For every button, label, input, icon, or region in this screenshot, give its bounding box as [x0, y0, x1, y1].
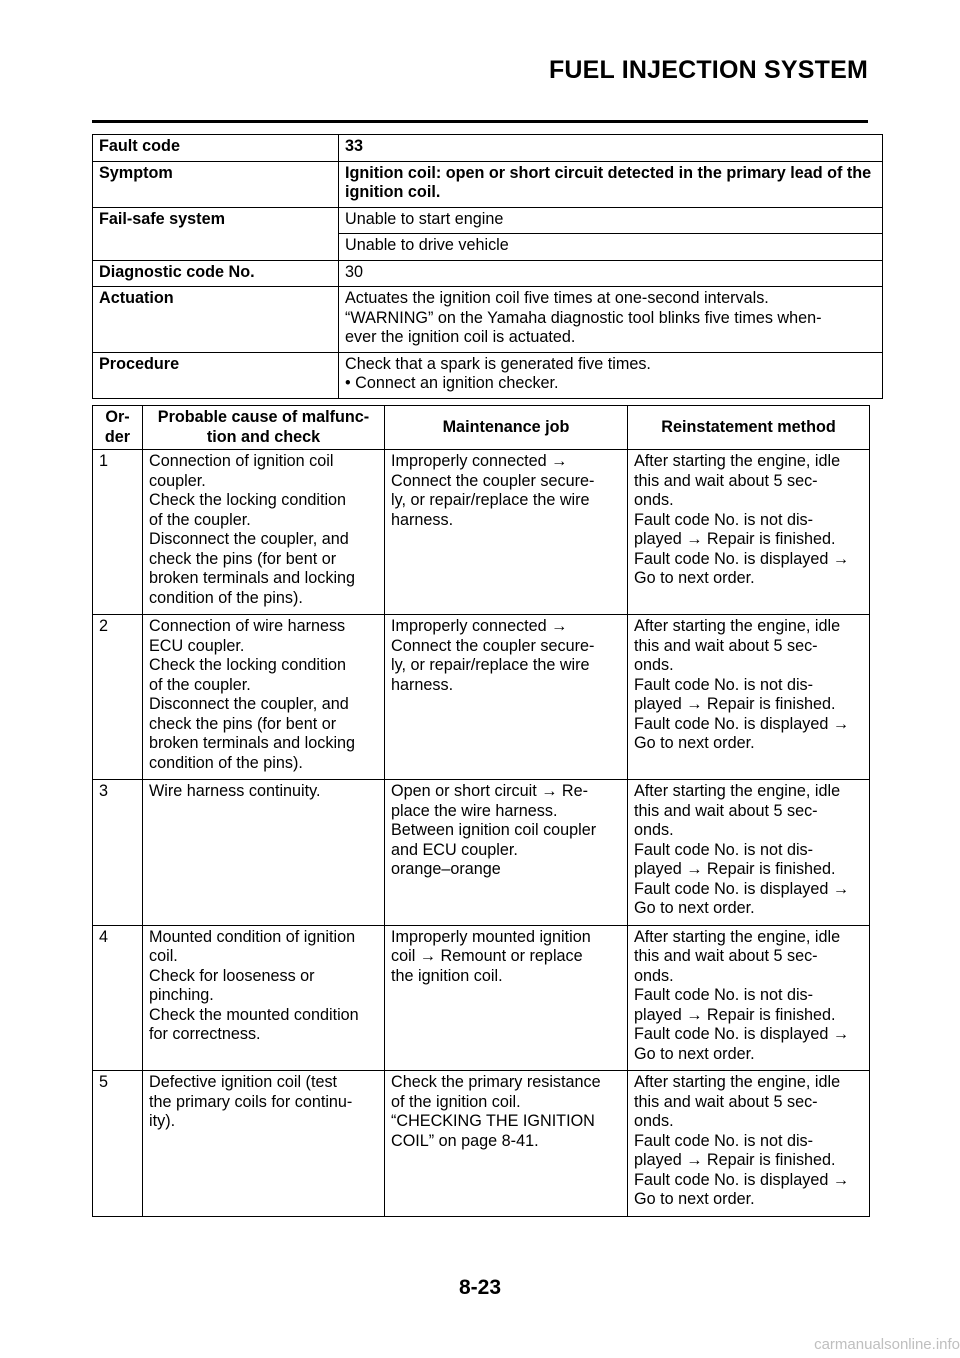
fault-info-table — [92, 134, 883, 399]
info-row-procedure — [93, 352, 883, 398]
job-cell: Improperly connected → Connect the coupler secure- ly, or repair/replace the wire harness. — [385, 450, 628, 615]
order-cell: 5 — [93, 1071, 143, 1217]
cause-cell: Connection of wire harness ECU coupler. Check the locking condition of the coupler. Disconnect the coupler, and check the pins (for bent or broken terminals and locking condition of the pins). — [143, 615, 385, 780]
info-label: Procedure — [93, 352, 339, 398]
table-row — [93, 450, 870, 615]
reinstatement-cell: After starting the engine, idle this and wait about 5 sec- onds. Fault code No. is not dis- played → Repair is finished. Fault code No. is displayed → Go to next order. — [628, 780, 870, 926]
order-cell: 3 — [93, 780, 143, 926]
reinstatement-cell: After starting the engine, idle this and wait about 5 sec- onds. Fault code No. is not dis- played → Repair is finished. Fault code No. is displayed → Go to next order. — [628, 615, 870, 780]
job-cell: Check the primary resistance of the ignition coil. “CHECKING THE IGNITION COIL” on page 8-41. — [385, 1071, 628, 1217]
info-row-symptom — [93, 161, 883, 207]
info-value: Check that a spark is generated five times. • Connect an ignition checker. — [339, 352, 883, 398]
table-row — [93, 925, 870, 1071]
order-cell: 1 — [93, 450, 143, 615]
reinstatement-cell: After starting the engine, idle this and wait about 5 sec- onds. Fault code No. is not dis- played → Repair is finished. Fault code No. is displayed → Go to next order. — [628, 450, 870, 615]
info-value: Unable to start engine — [339, 207, 883, 234]
job-cell: Improperly connected → Connect the coupler secure- ly, or repair/replace the wire harness. — [385, 615, 628, 780]
job-cell: Improperly mounted ignition coil → Remount or replace the ignition coil. — [385, 925, 628, 1071]
cause-cell: Connection of ignition coil coupler. Check the locking condition of the coupler. Disconnect the coupler, and check the pins (for bent or broken terminals and locking condition of the pins). — [143, 450, 385, 615]
header-divider — [92, 120, 868, 123]
info-row-fault-code — [93, 135, 883, 162]
watermark: carmanualsonline.info — [814, 1336, 960, 1353]
column-header-order: Or- der — [93, 406, 143, 450]
page-title: FUEL INJECTION SYSTEM — [548, 56, 868, 84]
cause-cell: Mounted condition of ignition coil. Check for looseness or pinching. Check the mounted condition for correctness. — [143, 925, 385, 1071]
info-row-actuation — [93, 287, 883, 353]
info-label: Symptom — [93, 161, 339, 207]
info-value: 30 — [339, 260, 883, 287]
reinstatement-cell: After starting the engine, idle this and wait about 5 sec- onds. Fault code No. is not dis- played → Repair is finished. Fault code No. is displayed → Go to next order. — [628, 1071, 870, 1217]
info-label: Actuation — [93, 287, 339, 353]
info-value: Ignition coil: open or short circuit detected in the primary lead of the ignition coil. — [339, 161, 883, 207]
table-row — [93, 615, 870, 780]
info-label: Fault code — [93, 135, 339, 162]
job-cell: Open or short circuit → Re- place the wire harness. Between ignition coil coupler and ECU coupler. orange–orange — [385, 780, 628, 926]
cause-cell: Defective ignition coil (test the primary coils for continu- ity). — [143, 1071, 385, 1217]
table-row — [93, 1071, 870, 1217]
table-row — [93, 780, 870, 926]
cause-cell: Wire harness continuity. — [143, 780, 385, 926]
page-number: 8-23 — [458, 1276, 502, 1299]
reinstatement-cell: After starting the engine, idle this and wait about 5 sec- onds. Fault code No. is not dis- played → Repair is finished. Fault code No. is displayed → Go to next order. — [628, 925, 870, 1071]
order-cell: 4 — [93, 925, 143, 1071]
column-header-reinstatement: Reinstatement method — [628, 406, 870, 450]
info-row-diagnostic-code — [93, 260, 883, 287]
column-header-job: Maintenance job — [385, 406, 628, 450]
table-header-row — [93, 406, 870, 450]
info-label: Diagnostic code No. — [93, 260, 339, 287]
column-header-cause: Probable cause of malfunc- tion and check — [143, 406, 385, 450]
info-value: Actuates the ignition coil five times at one-second intervals. “WARNING” on the Yamaha diagnostic tool blinks five times when- ever the ignition coil is actuated. — [339, 287, 883, 353]
troubleshooting-table — [92, 405, 870, 1217]
info-row-fail-safe — [93, 207, 883, 234]
order-cell: 2 — [93, 615, 143, 780]
info-value: Unable to drive vehicle — [339, 234, 883, 261]
info-label: Fail-safe system — [93, 207, 339, 260]
info-value: 33 — [339, 135, 883, 162]
